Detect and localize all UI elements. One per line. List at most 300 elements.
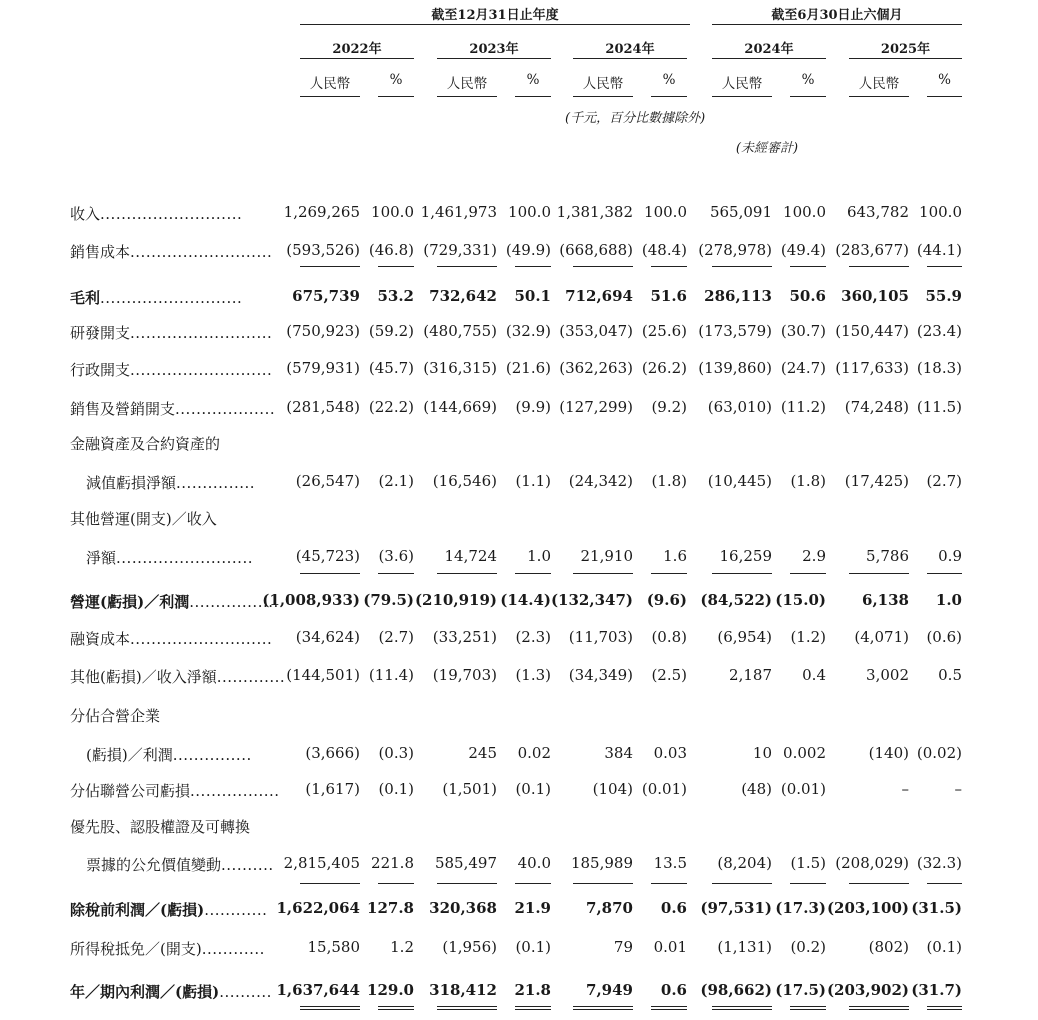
cell-amount: 6,138 [862,591,909,609]
total-rule [927,266,962,267]
cell-amount: (144,501) [286,666,360,684]
cell-amount: 643,782 [846,203,909,221]
cell-percent: (11.5) [916,398,962,416]
cell-percent: (0.02) [916,744,962,762]
cell-percent: 127.8 [367,899,414,917]
row-leader-dots: ............ [204,901,268,919]
cell-amount: (203,902) [826,981,909,999]
cell-amount: (1,131) [717,938,772,956]
row-label-text: 票據的公允價值變動 [86,856,222,874]
cell-amount: 712,694 [565,287,633,305]
unaudited-note: (未經審計) [735,141,799,156]
cell-amount: (104) [592,780,633,798]
total-rule [927,573,962,574]
cell-amount: (45,723) [295,547,360,565]
cell-amount: (173,579) [698,322,772,340]
row-label-text: 行政開支 [70,361,131,379]
cell-amount: (84,522) [700,591,772,609]
cell-amount: 360,105 [841,287,909,305]
total-rule [437,573,497,574]
cell-amount: (283,677) [835,241,909,259]
cell-percent: (1.5) [790,854,826,872]
cell-percent: (25.6) [641,322,687,340]
cell-percent: (32.3) [916,854,962,872]
total-rule [651,266,687,267]
row-leader-dots: ........................... [130,324,273,342]
cell-percent: 129.0 [367,981,414,999]
cell-percent: 40.0 [517,854,551,872]
column-currency: 人民幣 [582,76,624,92]
column-currency: 人民幣 [721,76,763,92]
cell-amount: (4,071) [854,628,909,646]
cell-amount: (11,703) [568,628,633,646]
cell-percent: (2.5) [651,666,687,684]
total-rule [849,1009,909,1010]
cell-amount: (3,666) [305,744,360,762]
cell-amount: 384 [604,744,633,762]
cell-percent: (79.5) [363,591,414,609]
row-label-text: 金融資產及合約資產的 [70,435,221,453]
row-label-text: 銷售及營銷開支 [70,400,176,418]
row-label-text: 研發開支 [70,324,131,342]
row-label-text: 優先股、認股權證及可轉換 [70,818,251,836]
total-rule [651,573,687,574]
total-rule [790,1006,826,1007]
cell-amount: 286,113 [704,287,772,305]
total-rule [437,266,497,267]
cell-amount: (48) [741,780,772,798]
cell-percent: (9.9) [515,398,551,416]
cell-amount: (353,047) [559,322,633,340]
cell-percent: (45.7) [368,359,414,377]
cell-percent: 0.6 [660,981,687,999]
row-label [70,433,220,454]
cell-amount: (203,100) [826,899,909,917]
cell-percent: – [954,780,962,798]
total-rule [515,1006,551,1007]
cell-percent: (0.1) [926,938,962,956]
row-label [70,938,265,959]
percent-underline [790,96,826,97]
cell-percent: 50.1 [514,287,551,305]
cell-percent: (0.1) [515,938,551,956]
cell-amount: 16,259 [719,547,772,565]
cell-amount: 15,580 [307,938,360,956]
cell-percent: 51.6 [650,287,687,305]
total-rule [378,573,414,574]
cell-percent: (31.5) [911,899,962,917]
cell-percent: 0.6 [660,899,687,917]
column-year: 2023年 [469,42,519,57]
row-label-text: 除稅前利潤／(虧損) [70,901,205,919]
cell-amount: 185,989 [570,854,633,872]
cell-percent: (49.9) [505,241,551,259]
cell-amount: – [901,780,909,798]
cell-percent: 100.0 [508,203,551,221]
cell-amount: (132,347) [550,591,633,609]
cell-amount: (63,010) [707,398,772,416]
year-underline [849,58,962,59]
group-header-underline [712,24,962,25]
currency-underline [573,96,633,97]
cell-amount: (98,662) [700,981,772,999]
total-rule [712,573,772,574]
cell-amount: 245 [468,744,497,762]
row-label [70,287,242,308]
cell-amount: (1,956) [442,938,497,956]
cell-amount: (150,447) [835,322,909,340]
cell-percent: 0.02 [517,744,551,762]
cell-amount: (316,315) [423,359,497,377]
year-underline [573,58,687,59]
row-leader-dots: ............. [216,668,286,686]
row-label-text: 銷售成本 [70,243,131,261]
total-rule [927,883,962,884]
total-rule [790,1009,826,1010]
cell-amount: (729,331) [423,241,497,259]
cell-amount: 1,622,064 [276,899,360,917]
row-label [86,744,252,765]
cell-percent: 55.9 [925,287,962,305]
row-label-text: 營運(虧損)／利潤 [70,593,190,611]
cell-amount: (208,029) [835,854,909,872]
cell-percent: (14.4) [500,591,551,609]
cell-amount: (668,688) [559,241,633,259]
cell-amount: (750,923) [286,322,360,340]
row-label-text: (虧損)／利潤 [86,746,173,764]
cell-percent: (17.5) [775,981,826,999]
row-label-text: 其他(虧損)／收入淨額 [70,668,217,686]
currency-underline [712,96,772,97]
cell-percent: (1.1) [515,472,551,490]
cell-amount: 320,368 [429,899,497,917]
cell-percent: (17.3) [775,899,826,917]
cell-percent: (0.2) [790,938,826,956]
cell-amount: 5,786 [866,547,909,565]
cell-amount: (19,703) [432,666,497,684]
cell-amount: (17,425) [844,472,909,490]
cell-percent: 1.6 [663,547,687,565]
total-rule [927,1006,962,1007]
total-rule [515,883,551,884]
row-label [86,472,255,493]
cell-percent: (46.8) [368,241,414,259]
cell-amount: (34,624) [295,628,360,646]
row-label [70,508,217,529]
cell-amount: 7,949 [586,981,633,999]
row-label [70,899,267,920]
cell-amount: (117,633) [835,359,909,377]
cell-percent: (15.0) [775,591,826,609]
total-rule [300,573,360,574]
cell-percent: (22.2) [368,398,414,416]
cell-amount: 675,739 [292,287,360,305]
cell-percent: (0.01) [641,780,687,798]
total-rule [573,266,633,267]
cell-amount: (281,548) [286,398,360,416]
cell-amount: (210,919) [414,591,497,609]
cell-amount: 1,637,644 [276,981,360,999]
cell-amount: 7,870 [586,899,633,917]
total-rule [849,266,909,267]
column-currency: 人民幣 [446,76,488,92]
row-leader-dots: ........................... [130,361,273,379]
cell-percent: (1.2) [790,628,826,646]
row-leader-dots: ............... [172,746,252,764]
total-rule [378,1006,414,1007]
group-header-six-months: 截至6月30日止六個月 [771,8,903,23]
total-rule [300,266,360,267]
column-year: 2025年 [880,42,931,57]
row-label-text: 減值虧損淨額 [86,474,177,492]
cell-amount: 585,497 [434,854,497,872]
row-leader-dots: ........................... [130,630,273,648]
cell-percent: (3.6) [378,547,414,565]
cell-amount: (24,342) [568,472,633,490]
cell-amount: (1,617) [305,780,360,798]
total-rule [437,1006,497,1007]
cell-percent: (0.1) [515,780,551,798]
column-currency: 人民幣 [858,76,900,92]
cell-amount: (480,755) [423,322,497,340]
cell-percent: (32.9) [505,322,551,340]
total-rule [651,1006,687,1007]
cell-percent: 221.8 [371,854,414,872]
row-leader-dots: ............ [201,940,265,958]
row-label-text: 淨額 [86,549,117,567]
cell-percent: (2.7) [926,472,962,490]
cell-percent: (2.1) [378,472,414,490]
row-leader-dots: ........................... [100,289,243,307]
cell-percent: (49.4) [780,241,826,259]
row-label [70,203,242,224]
cell-percent: (1.3) [515,666,551,684]
row-label [86,547,253,568]
cell-percent: (30.7) [780,322,826,340]
total-rule [712,1009,772,1010]
row-label [70,816,250,837]
cell-percent: (1.8) [651,472,687,490]
cell-percent: (9.2) [651,398,687,416]
cell-percent: (24.7) [780,359,826,377]
cell-percent: (0.6) [926,628,962,646]
cell-percent: (48.4) [641,241,687,259]
cell-percent: 0.03 [653,744,687,762]
cell-amount: (74,248) [844,398,909,416]
total-rule [378,1009,414,1010]
year-underline [437,58,551,59]
total-rule [300,1006,360,1007]
cell-amount: (278,978) [698,241,772,259]
cell-amount: 732,642 [429,287,497,305]
cell-percent: 0.9 [938,547,962,565]
cell-percent: (59.2) [368,322,414,340]
cell-amount: (33,251) [432,628,497,646]
row-leader-dots: ................... [175,400,276,418]
unit-note: (千元，百分比數據除外) [565,111,706,126]
cell-amount: (8,204) [717,854,772,872]
cell-percent: 1.2 [390,938,414,956]
total-rule [515,573,551,574]
total-rule [712,266,772,267]
cell-percent: (31.7) [911,981,962,999]
cell-amount: 79 [613,938,633,956]
total-rule [651,883,687,884]
total-rule [573,573,633,574]
total-rule [300,1009,360,1010]
cell-amount: 1,461,973 [420,203,497,221]
cell-amount: 21,910 [580,547,633,565]
cell-amount: (144,669) [423,398,497,416]
cell-amount: (140) [868,744,909,762]
cell-percent: (11.4) [368,666,414,684]
cell-percent: 0.5 [938,666,962,684]
cell-percent: (0.8) [651,628,687,646]
total-rule [849,883,909,884]
cell-amount: (97,531) [700,899,772,917]
column-year: 2024年 [605,42,655,57]
column-percent: % [801,72,815,88]
cell-amount: 10 [752,744,772,762]
row-label-text: 融資成本 [70,630,131,648]
total-rule [515,266,551,267]
group-header-underline [300,24,690,25]
row-label-text: 分佔合營企業 [70,707,161,725]
cell-amount: (593,526) [286,241,360,259]
column-percent: % [938,72,951,88]
cell-percent: 1.0 [527,547,551,565]
total-rule [712,1006,772,1007]
total-rule [300,883,360,884]
cell-amount: (6,954) [717,628,772,646]
percent-underline [378,96,414,97]
row-label-text: 收入 [70,205,101,223]
cell-amount: 2,187 [729,666,772,684]
cell-percent: (21.6) [505,359,551,377]
cell-percent: (23.4) [916,322,962,340]
cell-percent: 0.01 [653,938,687,956]
cell-amount: (362,263) [559,359,633,377]
cell-percent: (26.2) [641,359,687,377]
total-rule [573,1006,633,1007]
percent-underline [651,96,687,97]
percent-underline [927,96,962,97]
cell-percent: (18.3) [916,359,962,377]
row-label [70,705,160,726]
cell-percent: (44.1) [916,241,962,259]
row-leader-dots: .......... [221,856,274,874]
cell-percent: 0.4 [802,666,826,684]
total-rule [515,1009,551,1010]
cell-percent: (2.3) [515,628,551,646]
cell-percent: (0.3) [378,744,414,762]
cell-amount: (1,501) [442,780,497,798]
cell-percent: 21.9 [514,899,551,917]
row-leader-dots: ............... [176,474,256,492]
total-rule [790,883,826,884]
cell-percent: 100.0 [371,203,414,221]
cell-amount: (802) [868,938,909,956]
column-percent: % [662,72,676,88]
cell-percent: (2.7) [378,628,414,646]
total-rule [927,1009,962,1010]
cell-percent: (11.2) [780,398,826,416]
cell-amount: 1,381,382 [556,203,633,221]
cell-amount: 3,002 [866,666,909,684]
total-rule [790,266,826,267]
cell-percent: 21.8 [514,981,551,999]
total-rule [573,883,633,884]
currency-underline [300,96,360,97]
total-rule [849,1006,909,1007]
total-rule [437,883,497,884]
total-rule [437,1009,497,1010]
year-underline [712,58,826,59]
total-rule [849,573,909,574]
total-rule [378,266,414,267]
row-leader-dots: .......... [219,983,272,1001]
row-label-text: 毛利 [70,289,101,307]
total-rule [378,883,414,884]
column-percent: % [389,72,403,88]
cell-percent: 100.0 [919,203,962,221]
cell-amount: 565,091 [709,203,772,221]
total-rule [573,1009,633,1010]
cell-percent: 53.2 [377,287,414,305]
cell-percent: 50.6 [789,287,826,305]
total-rule [651,1009,687,1010]
cell-amount: (10,445) [707,472,772,490]
cell-percent: (1.8) [790,472,826,490]
row-leader-dots: ................. [189,593,279,611]
row-label-text: 其他營運(開支)／收入 [70,510,217,528]
row-label-text: 分佔聯營公司虧損 [70,782,191,800]
cell-amount: (16,546) [432,472,497,490]
column-percent: % [526,72,540,88]
cell-percent: (9.6) [646,591,687,609]
cell-amount: (34,349) [568,666,633,684]
cell-percent: 100.0 [783,203,826,221]
cell-percent: 100.0 [644,203,687,221]
column-year: 2022年 [332,42,382,57]
percent-underline [515,96,551,97]
column-year: 2024年 [744,42,794,57]
group-header-year-ended: 截至12月31日止年度 [431,8,559,23]
cell-percent: (0.1) [378,780,414,798]
cell-amount: 14,724 [444,547,497,565]
cell-percent: (0.01) [780,780,826,798]
cell-amount: (139,860) [698,359,772,377]
year-underline [300,58,414,59]
total-rule [712,883,772,884]
row-label-text: 所得稅抵免／(開支) [70,940,202,958]
cell-percent: 2.9 [802,547,826,565]
currency-underline [437,96,497,97]
cell-percent: 0.002 [783,744,826,762]
cell-percent: 13.5 [653,854,687,872]
row-leader-dots: .......................... [116,549,253,567]
row-leader-dots: ................. [190,782,280,800]
row-leader-dots: ........................... [130,243,273,261]
cell-amount: (579,931) [286,359,360,377]
column-currency: 人民幣 [309,76,351,92]
row-leader-dots: ........................... [100,205,243,223]
row-label-text: 年／期內利潤／(虧損) [70,983,220,1001]
cell-amount: 2,815,405 [283,854,360,872]
cell-amount: 318,412 [429,981,497,999]
cell-amount: (26,547) [295,472,360,490]
total-rule [790,573,826,574]
